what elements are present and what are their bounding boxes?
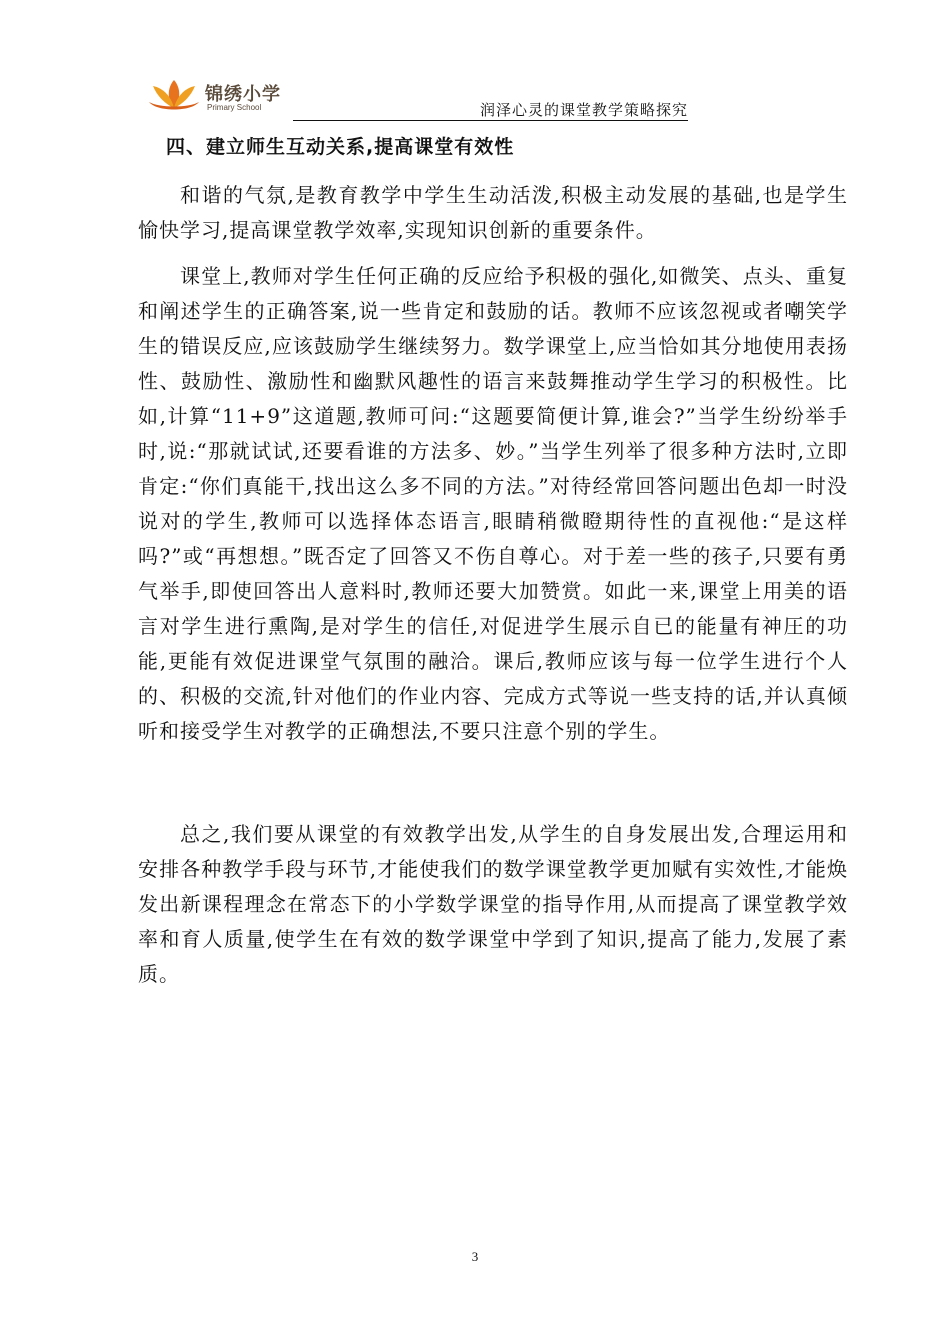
school-logo xyxy=(143,72,303,120)
page-header xyxy=(143,72,688,122)
section-heading: 四、建立师生互动关系,提高课堂有效性 xyxy=(166,136,515,158)
logo-english-name: Primary School xyxy=(207,103,262,112)
header-rule xyxy=(293,120,688,121)
header-title: 润泽心灵的课堂教学策略探究 xyxy=(479,101,688,119)
paragraph-2: 课堂上,教师对学生任何正确的反应给予积极的强化,如微笑、点头、重复和阐述学生的正确答案,说一些肯定和鼓励的话。教师不应该忽视或者嘲笑学生的错误反应,应该鼓励学生继续努力。数学课堂上,应当恰如其分地使用表扬性、鼓励性、激励性和幽默风趣性的语言来鼓舞推动学生学习的积极性。比如,计算“11+9”这道题,教师可问:“这题要简便计算,谁会?”当学生纷纷举手时,说:“那就试试,还要看谁的方法多、妙。”当学生列举了很多种方法时,立即肯定:“你们真能干,找出这么多不同的方法。”对待经常回答问题出色却一时没说对的学生,教师可以选择体态语言,眼睛稍微瞪期待性的直视他:“是这样吗?”或“再想想。”既否定了回答又不伤自尊心。对于差一些的孩子,只要有勇气举手,即使回答出人意料时,教师还要大加赞赏。如此一来,课堂上用美的语言对学生进行熏陶,是对学生的信任,对促进学生展示自已的能量有神圧的功能,更能有效促进课堂气氛围的融洽。课后,教师应该与每一位学生进行个人的、积极的交流,针对他们的作业内容、完成方式等说一些支持的话,并认真倾听和接受学生对教学的正确想法,不要只注意个别的学生。 xyxy=(138,264,848,743)
paragraph-3: 总之,我们要从课堂的有效教学出发,从学生的自身发展出发,合理运用和安排各种教学手段与环节,才能使我们的数学课堂教学更加赋有实效性,才能焕发出新课程理念在常态下的小学数学课堂的指导作用,从而提高了课堂教学效率和育人质量,使学生在有效的数学课堂中学到了知识,提高了能力,发展了素质。 xyxy=(138,822,848,986)
logo-chinese-name: 锦绣小学 xyxy=(205,84,281,105)
paragraph-1: 和谐的气氛,是教育教学中学生生动活泼,积极主动发展的基础,也是学生愉快学习,提高课堂教学效率,实现知识创新的重要条件。 xyxy=(138,183,848,242)
page-number: 3 xyxy=(471,1249,479,1264)
lotus-logo-icon xyxy=(143,76,205,116)
